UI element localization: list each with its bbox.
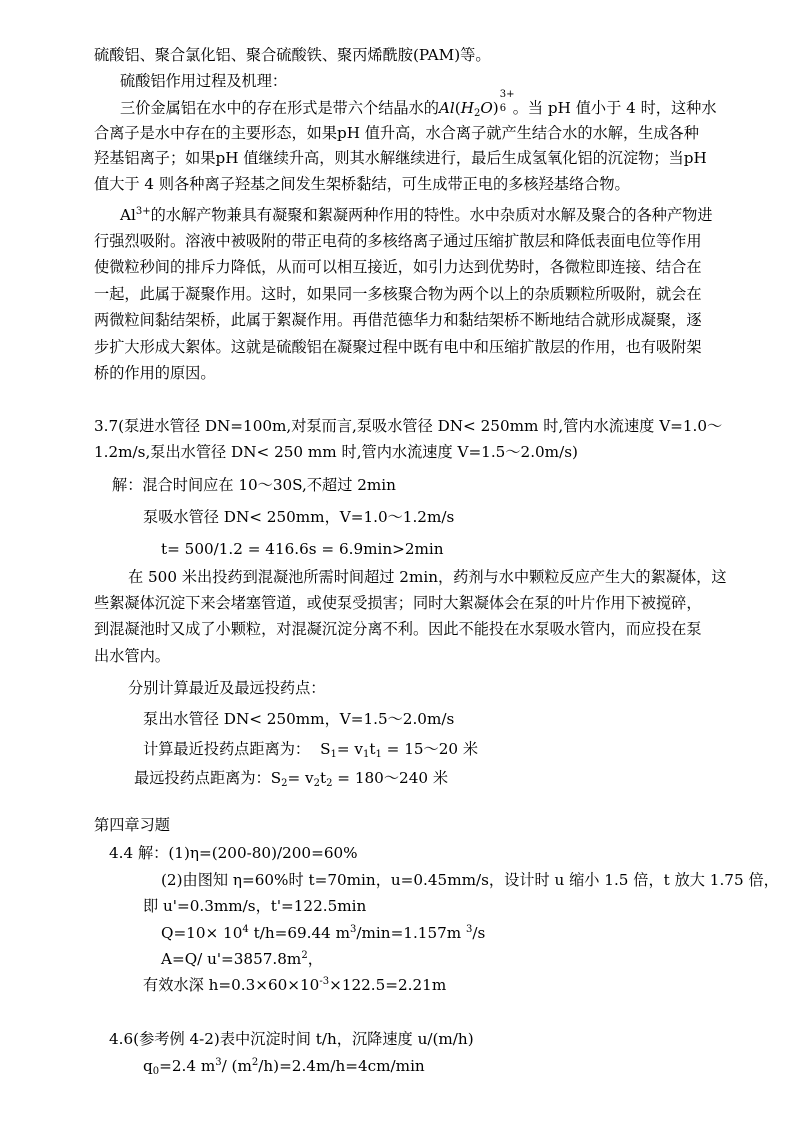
chapter4-heading: 第四章习题 <box>94 816 170 834</box>
q44-line2: (2)由图知 η=60%时 t=70min，u=0.45mm/s，设计时 u 缩小 1.5 倍，t 放大 1.75 倍， <box>161 871 779 889</box>
para1-line3: 羟基铝离子；如果pH 值继续升高，则其水解继续进行，最后生成氢氧化铝的沉淀物；当pH <box>94 149 707 167</box>
q46-loading-rate: $q_0=2.4$ $m^3/$ $(m^2/h)=2.4m/h=4cm/\min$ <box>143 1057 425 1077</box>
para2-line7: 桥的作用的原因。 <box>94 364 216 382</box>
q44-depth: 有效水深 $h=0.3\times 60\times 10^{-3}\times 122.5=2.21m$ <box>143 976 447 994</box>
para2-line6: 步扩大形成大絮体。这就是硫酸铝在凝聚过程中既有电中和压缩扩散层的作用，也有吸附架 <box>94 338 702 356</box>
q44-line3: 即 u'=0.3mm/s，t'=122.5min <box>143 897 367 915</box>
para1-line1: 三价金属铝在水中的存在形式是带六个结晶水的$Al(H_2O)$ 3+ 6 。当 pH 值小于 4 时，这种水 <box>120 89 717 119</box>
q37-discharge-pipe: 泵出水管径 DN< 250mm，V=1.5～2.0m/s <box>143 710 455 728</box>
q37-line2: 1.2m/s,泵出水管径 DN< 250 mm 时,管内水流速度 V=1.5～2.0m/s) <box>94 443 578 461</box>
q37-para-line1: 在 500 米出投药到混凝池所需时间超过 2min，药剂与水中颗粒反应产生大的絮凝体，这 <box>128 568 727 586</box>
q37-para-line4: 出水管内。 <box>94 647 170 665</box>
para2-line1: $Al^{3+}$的水解产物兼具有凝聚和絮凝两种作用的特性。水中杂质对水解及聚合的各种产物进 <box>120 206 713 224</box>
q37-para-line3: 到混凝池时又成了小颗粒，对混凝沉淀分离不利。因此不能投在水泵吸水管内，而应投在泵 <box>94 620 702 638</box>
q44-area: A=Q/ $u'=3857.8m^2$， <box>161 950 323 968</box>
q37-calc-heading: 分别计算最近及最远投药点： <box>128 679 326 697</box>
q44-line1: 4.4 解：(1)η=(200-80)/200=60% <box>109 844 358 862</box>
q44-flow-rate: $Q=10\times 10^4$ t/h=69.44 $m^3/\min=1.157m$ $^3$/s <box>161 924 486 942</box>
q46-line1: 4.6(参考例 4-2)表中沉淀时间 t/h，沉降速度 u/(m/h) <box>109 1030 474 1048</box>
para2-line3: 使微粒秒间的排斥力降低，从而可以相互接近，如引力达到优势时，各微粒即连接、结合在 <box>94 258 702 276</box>
para1-line4: 值大于 4 则各种离子羟基之间发生架桥黏结，可生成带正电的多核羟基络合物。 <box>94 175 630 193</box>
para2-line4: 一起，此属于凝聚作用。这时，如果同一多核聚合物为两个以上的杂质颗粒所吸附，就会在 <box>94 285 702 303</box>
q37-para-line2: 些絮凝体沉淀下来会堵塞管道，或使泵受损害；同时大絮凝体会在泵的叶片作用下被搅碎， <box>94 594 702 612</box>
para2-line2: 行强烈吸附。溶液中被吸附的带正电荷的多核络离子通过压缩扩散层和降低表面电位等作用 <box>94 232 702 250</box>
q37-solution-mix-time: 解：混合时间应在 10～30S,不超过 2min <box>112 476 396 494</box>
q37-nearest-point: 计算最近投药点距离为： $S_1= v_1t_1$ = 15～20 米 <box>143 740 479 760</box>
q37-time-calc: t= 500/1.2 = 416.6s = 6.9min>2min <box>161 540 444 558</box>
para1-line2: 合离子是水中存在的主要形态，如果pH 值升高，水合离子就产生结合水的水解，生成各种 <box>94 124 699 142</box>
para2-line5: 两微粒间黏结架桥，此属于絮凝作用。再借范德华力和黏结架桥不断地结合就形成凝聚，逐 <box>94 311 702 329</box>
mechanism-heading: 硫酸铝作用过程及机理： <box>120 72 288 90</box>
q37-line1: 3.7(泵进水管径 DN=100m,对泵而言,泵吸水管径 DN< 250mm 时,管内水流速度 V=1.0～ <box>94 417 723 435</box>
materials-line: 硫酸铝、聚合氯化铝、聚合硫酸铁、聚丙烯酰胺(PAM)等。 <box>94 46 491 64</box>
q37-farthest-point: 最远投药点距离为：$S_2= v_2t_2$ = 180～240 米 <box>134 769 449 789</box>
q37-suction-pipe: 泵吸水管径 DN< 250mm，V=1.0～1.2m/s <box>143 508 455 526</box>
